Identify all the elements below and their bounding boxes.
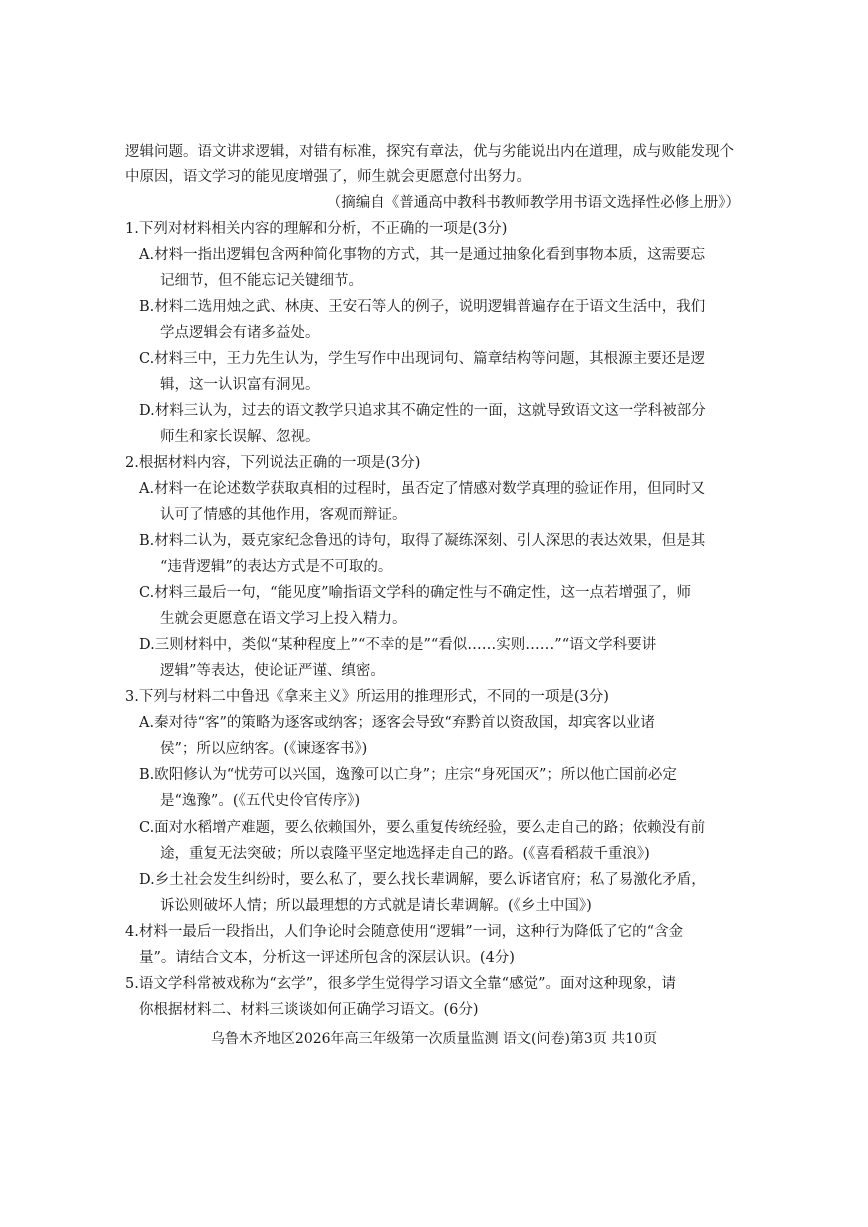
option-b: B.材料二认为，聂克家纪念鲁迅的诗句，取得了凝练深刻、引人深思的表达效果，但是其: [139, 533, 706, 549]
question-stem: 3.下列与材料二中鲁迅《拿来主义》所运用的推理形式，不同的一项是(3分): [125, 689, 609, 705]
option-b-cont: “违背逻辑”的表达方式是不可取的。: [160, 559, 393, 575]
option-a-cont: 认可了情感的其他作用，客观而辩证。: [160, 507, 407, 523]
option-d-cont: 师生和家长误解、忽视。: [160, 429, 320, 445]
option-a: A.材料一指出逻辑包含两种简化事物的方式，其一是通过抽象化看到事物本质，这需要忘: [139, 247, 706, 263]
intro-line: 中原因，语文学习的能见度增强了，师生就会更愿意付出努力。: [125, 169, 531, 185]
option-c-cont: 途，重复无法突破；所以袁隆平坚定地选择走自己的路。(《喜看稻菽千重浪》): [160, 846, 650, 862]
option-b-cont: 学点逻辑会有诸多益处。: [160, 325, 320, 341]
question-stem-cont: 你根据材料二、材料三谈谈如何正确学习语文。(6分): [139, 1002, 479, 1018]
option-a: A.秦对待“客”的策略为逐客或纳客；逐客会导致“弃黔首以资敌国，却宾客以业诸: [139, 715, 655, 731]
option-d: D.乡土社会发生纠纷时，要么私了，要么找长辈调解，要么诉诸官府；私了易激化矛盾，: [139, 872, 706, 888]
option-a: A.材料一在论述数学获取真相的过程时，虽否定了情感对数学真理的验证作用，但同时又: [139, 481, 706, 497]
option-c: C.面对水稻增产难题，要么依赖国外，要么重复传统经验，要么走自己的路；依赖没有前: [139, 820, 706, 836]
option-c-cont: 辑，这一认识富有洞见。: [160, 377, 320, 393]
option-d: D.三则材料中，类似“某种程度上”“不幸的是”“看似……实则……”“语文学科要讲: [139, 637, 657, 653]
option-b-cont: 是“逸豫”。(《五代史伶官传序》): [160, 793, 361, 809]
question-stem-cont: 量”。请结合文本，分析这一评述所包含的深层认识。(4分): [139, 950, 515, 966]
page-footer: 乌鲁木齐地区2026年高三年级第一次质量监测 语文(问卷)第3页 共10页: [210, 1031, 658, 1047]
option-b: B.材料二选用烛之武、林庚、王安石等人的例子，说明逻辑普遍存在于语文生活中，我们: [139, 299, 706, 315]
option-c: C.材料三最后一句，“能见度”喻指语文学科的确定性与不确定性，这一点若增强了，师: [139, 585, 692, 601]
intro-line: 逻辑问题。语文讲求逻辑，对错有标准，探究有章法，优与劣能说出内在道理，成与败能发现个: [125, 144, 734, 160]
option-b: B.欧阳修认为“忧劳可以兴国，逸豫可以亡身”；庄宗“身死国灭”；所以他亡国前必定: [139, 767, 677, 783]
question-stem: 5.语文学科常被戏称为“玄学”，很多学生觉得学习语文全靠“感觉”。面对这种现象，请: [125, 976, 676, 992]
option-c: C.材料三中，王力先生认为，学生写作中出现词句、篇章结构等问题，其根源主要还是逻: [139, 351, 706, 367]
question-stem: 4.材料一最后一段指出，人们争论时会随意使用“逻辑”一词，这种行为降低了它的“含金: [125, 924, 684, 940]
option-c-cont: 生就会更愿意在语文学习上投入精力。: [160, 611, 407, 627]
question-stem: 2.根据材料内容，下列说法正确的一项是(3分): [125, 455, 421, 471]
option-a-cont: 记细节，但不能忘记关键细节。: [160, 273, 363, 289]
option-a-cont: 侯”；所以应纳客。(《谏逐客书》): [160, 741, 368, 757]
option-d-cont: 逻辑”等表达，使论证严谨、缜密。: [160, 663, 385, 679]
question-stem: 1.下列对材料相关内容的理解和分析，不正确的一项是(3分): [125, 221, 508, 237]
source-citation: （摘编自《普通高中教科书教师教学用书语文选择性必修上册》）: [326, 195, 740, 211]
option-d-cont: 诉讼则破坏人情；所以最理想的方式就是请长辈调解。(《乡土中国》): [160, 898, 592, 914]
option-d: D.材料三认为，过去的语文教学只追求其不确定性的一面，这就导致语文这一学科被部分: [139, 403, 706, 419]
